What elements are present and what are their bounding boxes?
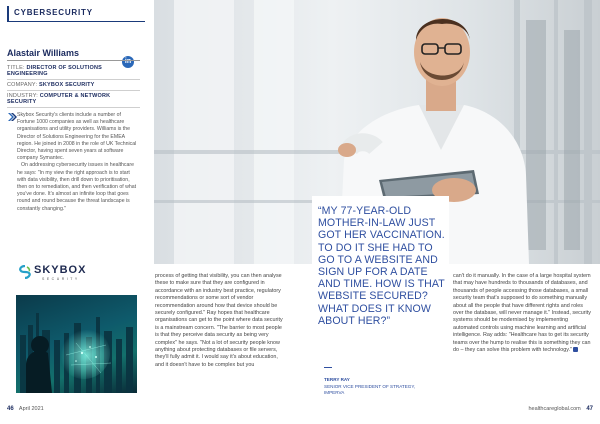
footer-left bbox=[7, 406, 44, 412]
footer-right bbox=[528, 406, 593, 412]
profile-title-value: DIRECTOR OF SOLUTIONS ENGINEERING bbox=[7, 65, 103, 77]
pull-quote-title: SENIOR VICE PRESIDENT OF STRATEGY, IMPERVA bbox=[324, 384, 416, 395]
profile-company-row bbox=[7, 80, 140, 91]
skybox-logo bbox=[18, 264, 88, 284]
profile-company-value: SKYBOX SECURITY bbox=[38, 82, 95, 88]
issue-date: April 2021 bbox=[18, 406, 44, 412]
profile-name: Alastair Williams bbox=[7, 48, 140, 61]
page-number-right: 47 bbox=[586, 406, 593, 412]
section-tag bbox=[7, 6, 145, 22]
pull-quote-name: TERRY RAY bbox=[324, 377, 350, 382]
chevron-right-icon bbox=[7, 112, 17, 122]
pull-quote-text: “MY 77-YEAR-OLD MOTHER-IN-LAW JUST GOT HER VACCINATION. TO DO IT SHE HAD TO GO TO A WEBSITE AND SIGN UP FOR A DATE AND TIME. HOW IS THAT WEBSITE SECURED? WHAT DOES IT KNOW ABOUT HER?” bbox=[318, 205, 445, 327]
city-skyline-graphic bbox=[16, 295, 137, 393]
profile-card bbox=[7, 48, 140, 108]
profile-industry-row bbox=[7, 91, 140, 108]
skybox-logo-name: SKYBOX bbox=[34, 264, 87, 276]
page-number-left: 46 bbox=[7, 406, 14, 412]
pull-quote-divider bbox=[324, 367, 332, 368]
bio-paragraph-1: Skybox Security's clients include a number of Fortune 1000 companies as well as healthcare organisations and utility providers. Williams is the Director of Solutions Engineering for the EMEA region. He joined in 2008 in the role of UK Technical Director, having spent seven years at software company Symantec. bbox=[17, 112, 137, 162]
city-skyline-image bbox=[16, 295, 137, 393]
profile-industry-value: COMPUTER & NETWORK SECURITY bbox=[7, 93, 111, 105]
linkedin-icon[interactable]: in bbox=[122, 56, 134, 68]
section-tag-label: CYBERSECURITY bbox=[14, 8, 93, 17]
profile-company-label: COMPANY: bbox=[7, 82, 38, 88]
article-column-1: process of getting that visibility, you can then analyse these to make sure that they are configured in accordance with an industry best practice, regulatory recommendations or some sort of vendor recommendation around how that device should be securely configured." Ray hopes that healthcare organisations can get to the point where data security is a mainstream concern. "The barrier to most people is that they perceive data security as being very complex" he says. "Not a lot of security people know anything about protecting databases or file servers, they'll fully admit it. I would say it's about education, and it doesn't have to be complex but you bbox=[155, 273, 283, 368]
profile-title-row bbox=[7, 63, 140, 80]
article-column-3-text: can't do it manually. In the case of a large hospital system that may have hundreds to thousands of databases, and thousands of people accessing those databases, a small security team that's supposed to do something manually about all the people that have different rights and roles over the database, will never manage it." Instead, security systems should be modernised by implementing automated controls using machine learning and artificial intelligence. Ray adds: "Healthcare has to get its security teams over the hump to realise this is something they can do – they can solve this problem with technology." bbox=[453, 273, 591, 354]
end-of-article-icon bbox=[573, 347, 578, 352]
bio-paragraph-2: On addressing cybersecurity issues in healthcare he says: "In my view the right approach is to start with data visibility, then drill down to prioritisation, then on to remediation, and then verification of what you've done. It's almost an infinite loop that goes round and round because the threat landscape is constantly changing." bbox=[17, 162, 137, 212]
skybox-logo-tagline: SECURITY bbox=[42, 277, 80, 281]
profile-title-label: TITLE: bbox=[7, 65, 25, 71]
skybox-logo-icon bbox=[18, 265, 32, 279]
profile-industry-label: INDUSTRY: bbox=[7, 93, 39, 99]
article-column-3 bbox=[453, 273, 591, 354]
bio-text bbox=[17, 112, 139, 213]
site-url[interactable]: healthcareglobal.com bbox=[528, 406, 581, 412]
